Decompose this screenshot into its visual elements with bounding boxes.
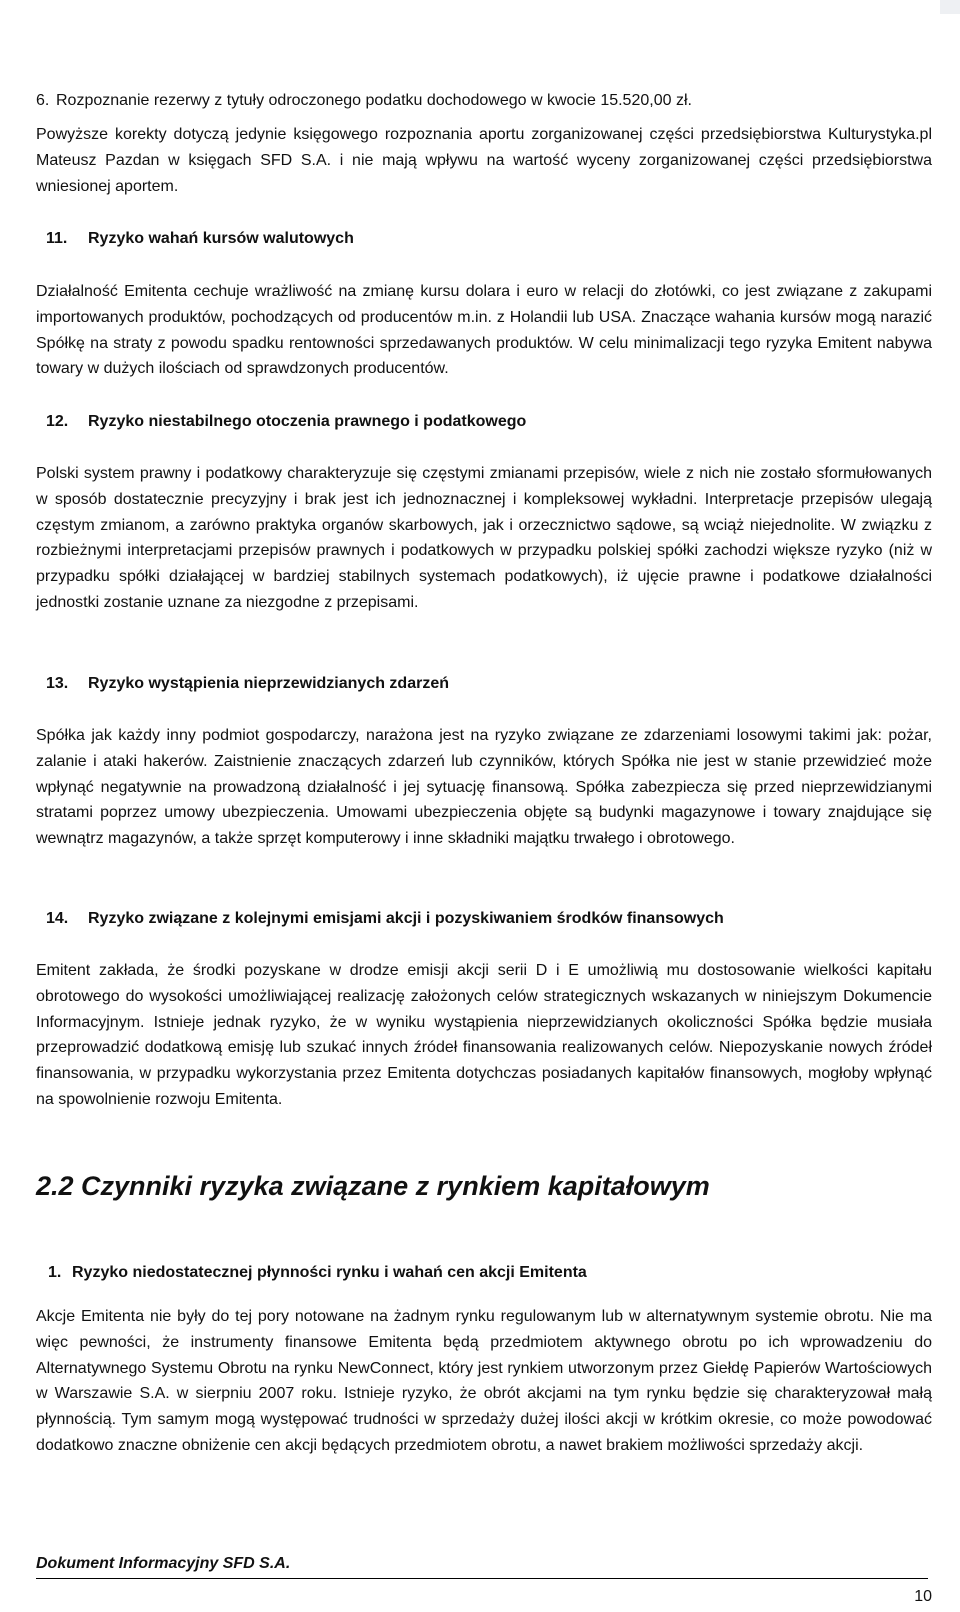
section-heading-12 <box>36 411 526 433</box>
section-body-13: Spółka jak każdy inny podmiot gospodarczy, narażona jest na ryzyko związane ze zdarzeniami losowymi takimi jak: pożar, zalanie i ataki hakerów. Zaistnienie znaczących zdarzeń lub czynników, których Spółka nie jest w stanie przewidzieć może wpłynąć negatywnie na prowadzoną działalność i jej sytuację finansową. Spółka zabezpiecza się przed nieprzewidzianymi stratami poprzez umowy ubezpieczenia. Umowami ubezpieczenia objęte są budynki magazynowe i towary znajdujące się wewnątrz magazynów, a także sprzęt komputerowy i inne składniki majątku trwałego i obrotowego. <box>36 727 932 848</box>
subsection-number: 1. <box>48 1264 62 1281</box>
section-number: 13. <box>46 675 69 692</box>
section-title: Ryzyko wystąpienia nieprzewidzianych zdarzeń <box>88 675 449 692</box>
page-corner-mark <box>940 0 960 14</box>
section-heading-13 <box>36 673 449 695</box>
section-body-14: Emitent zakłada, że środki pozyskane w drodze emisji akcji serii D i E umożliwią mu dostosowanie wielkości kapitału obrotowego do wysokości umożliwiającej realizację założonych celów strategicznych wskazanych w niniejszym Dokumencie Informacyjnym. Istnieje jednak ryzyko, że w wyniku wystąpienia nieprzewidzianych okoliczności Spółka będzie musiała przeprowadzić dodatkową emisję lub szukać innych źródeł finansowania realizowanych celów. Niepozyskanie nowych źródeł finansowania, w przypadku wykorzystania przez Emitenta dotychczas posiadanych kapitałów finansowych, mogłoby wpłynąć na spowolnienie rozwoju Emitenta. <box>36 962 932 1108</box>
section-body-12: Polski system prawny i podatkowy charakteryzuje się częstymi zmianami przepisów, wiele z nich nie zostało sformułowanych w sposób dostatecznie precyzyjny i brak jest ich jednoznacznej i kompleksowej wykładni. Interpretacje przepisów ulegają częstym zmianom, a zarówno praktyka organów skarbowych, jak i orzecznictwo sądowe, są wciąż niejednolite. W związku z rozbieżnymi interpretacjami przepisów prawnych i podatkowych w przypadku polskiej spółki zachodzi większe ryzyko (niż w przypadku spółki działającej w bardziej stabilnych systemach podatkowych), iż ujęcie prawne i podatkowe działalności jednostki zostanie uznane za niezgodne z przepisami. <box>36 465 932 611</box>
section-heading-14 <box>36 908 724 930</box>
section-number: 14. <box>46 910 69 927</box>
intro-list-item <box>36 88 932 114</box>
footer-divider <box>36 1578 928 1579</box>
section-number: 12. <box>46 413 69 430</box>
list-number: 6. <box>36 92 50 109</box>
section-number: 11. <box>46 230 68 247</box>
list-text: Rozpoznanie rezerwy z tytuły odroczonego podatku dochodowego w kwocie 15.520,00 zł. <box>56 92 692 109</box>
subsection-title: Ryzyko niedostatecznej płynności rynku i wahań cen akcji Emitenta <box>72 1264 587 1281</box>
section-title: Ryzyko związane z kolejnymi emisjami akcji i pozyskiwaniem środków finansowych <box>88 910 724 927</box>
page-number: 10 <box>914 1588 932 1605</box>
section-title: Ryzyko niestabilnego otoczenia prawnego i podatkowego <box>88 413 527 430</box>
section-heading-11 <box>36 228 354 250</box>
subsection-body-1: Akcje Emitenta nie były do tej pory notowane na żadnym rynku regulowanym lub w alternatywnym systemie obrotu. Nie ma więc pewności, że instrumenty finansowe Emitenta będą przedmiotem aktywnego obrotu po ich wprowadzeniu do Alternatywnego Systemu Obrotu na rynku NewConnect, który jest rynkiem utworzonym przez Giełdę Papierów Wartościowych w Warszawie S.A. w sierpniu 2007 roku. Istnieje ryzyko, że obrót akcjami na tym rynku będzie się charakteryzował małą płynnością. Tym samym mogą występować trudności w sprzedaży dużej ilości akcji w krótkim okresie, co może powodować dodatkowo znaczne obniżenie cen akcji będących przedmiotem obrotu, a nawet brakiem możliwości sprzedaży akcji. <box>36 1308 932 1454</box>
intro-note-paragraph: Powyższe korekty dotyczą jedynie księgowego rozpoznania aportu zorganizowanej części przedsiębiorstwa Kulturystyka.pl Mateusz Pazdan w księgach SFD S.A. i nie mają wpływu na wartość wyceny zorganizowanej części przedsiębiorstwa wniesionej aportem. <box>36 126 932 195</box>
section-title: Ryzyko wahań kursów walutowych <box>88 230 354 247</box>
footer-document-title: Dokument Informacyjny SFD S.A. <box>36 1555 291 1572</box>
section-body-11: Działalność Emitenta cechuje wrażliwość na zmianę kursu dolara i euro w relacji do złotówki, co jest związane z zakupami importowanych produktów, pochodzących od producentów m.in. z Holandii lub USA. Znaczące wahania kursów mogą narazić Spółkę na straty z powodu spadku rentowności sprzedawanych produktów. W celu minimalizacji tego ryzyka Emitent nabywa towary w dużych ilościach od sprawdzonych producentów. <box>36 283 932 378</box>
subsection-heading-1 <box>36 1262 587 1284</box>
chapter-title: 2.2 Czynniki ryzyka związane z rynkiem kapitałowym <box>36 1171 710 1201</box>
